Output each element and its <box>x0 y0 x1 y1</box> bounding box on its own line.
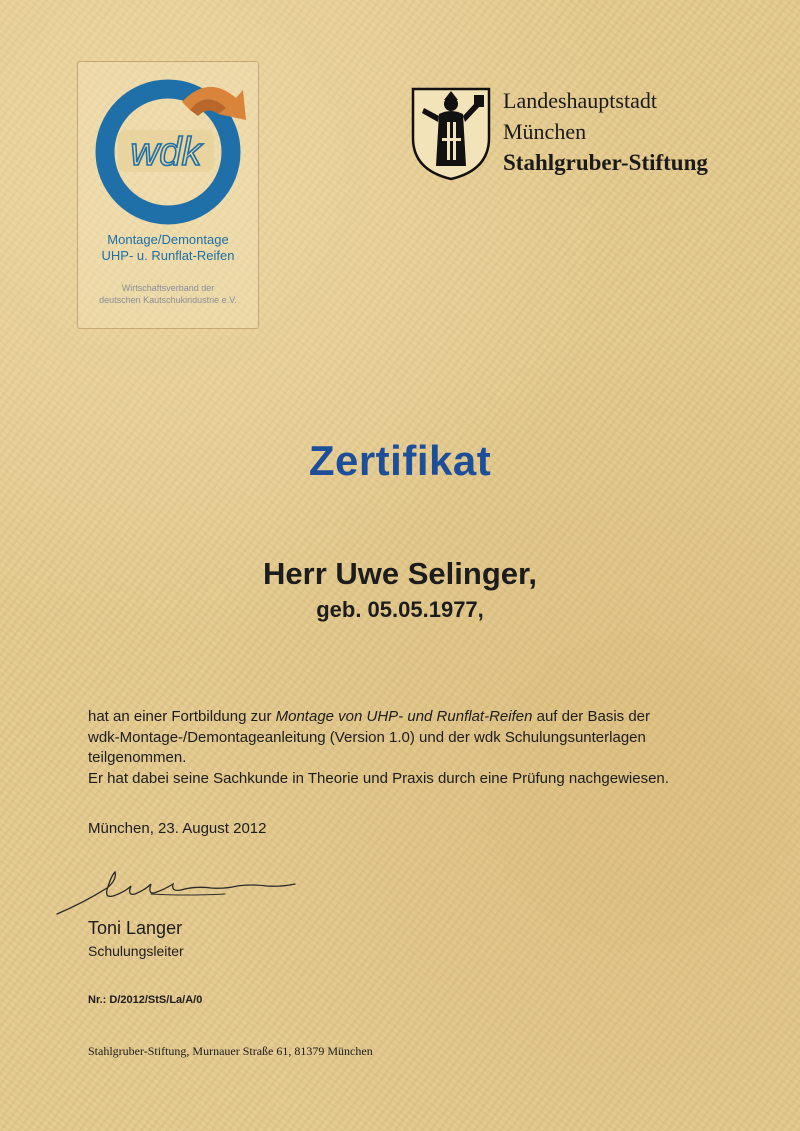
logo-title-line-2: UHP- u. Runflat-Reifen <box>101 248 235 263</box>
recipient-birth-date: geb. 05.05.1977, <box>316 597 484 622</box>
logo-title-line-1: Montage/Demontage <box>107 232 229 247</box>
signer-name: Toni Langer <box>88 918 183 938</box>
body-line-4: Er hat dabei seine Sachkunde in Theorie und Praxis durch eine Prüfung nachgewiesen. <box>88 769 669 787</box>
place-and-date: München, 23. August 2012 <box>88 820 267 837</box>
certificate-number: Nr.: D/2012/StS/La/A/0 <box>88 994 203 1006</box>
body-line-1-start: hat an einer Fortbildung zur <box>88 708 276 725</box>
recipient-name: Herr Uwe Selinger, <box>263 556 537 591</box>
logo-subtitle-line-2: deutschen Kautschukindustrie e.V. <box>99 295 237 305</box>
body-line-1 <box>88 707 768 728</box>
body-line-3: teilgenommen. <box>88 749 187 766</box>
certificate-body-text <box>88 707 768 789</box>
wdk-logo-card <box>77 61 259 329</box>
signature-icon <box>55 862 300 922</box>
wdk-logo-icon <box>90 68 250 230</box>
wdk-brand-text: wdk <box>130 130 202 174</box>
body-line-1-end: auf der Basis der <box>532 708 650 725</box>
certificate-title: Zertifikat <box>308 437 492 484</box>
issuer-line-city-status: Landeshauptstadt <box>503 88 657 113</box>
course-name: Montage von UHP- und Runflat-Reifen <box>275 708 533 725</box>
issuer-line-foundation: Stahlgruber-Stiftung <box>503 150 708 175</box>
signer-role: Schulungsleiter <box>88 943 184 959</box>
logo-subtitle-line-1: Wirtschaftsverband der <box>121 283 215 293</box>
body-line-2: wdk-Montage-/Demontageanleitung (Version 1.0) und der wdk Schulungsunterlagen <box>88 728 646 746</box>
munich-coat-of-arms-icon <box>410 86 492 182</box>
issuer-line-city: München <box>503 119 587 144</box>
footer-address: Stahlgruber-Stiftung, Murnauer Straße 61, 81379 München <box>88 1044 373 1058</box>
